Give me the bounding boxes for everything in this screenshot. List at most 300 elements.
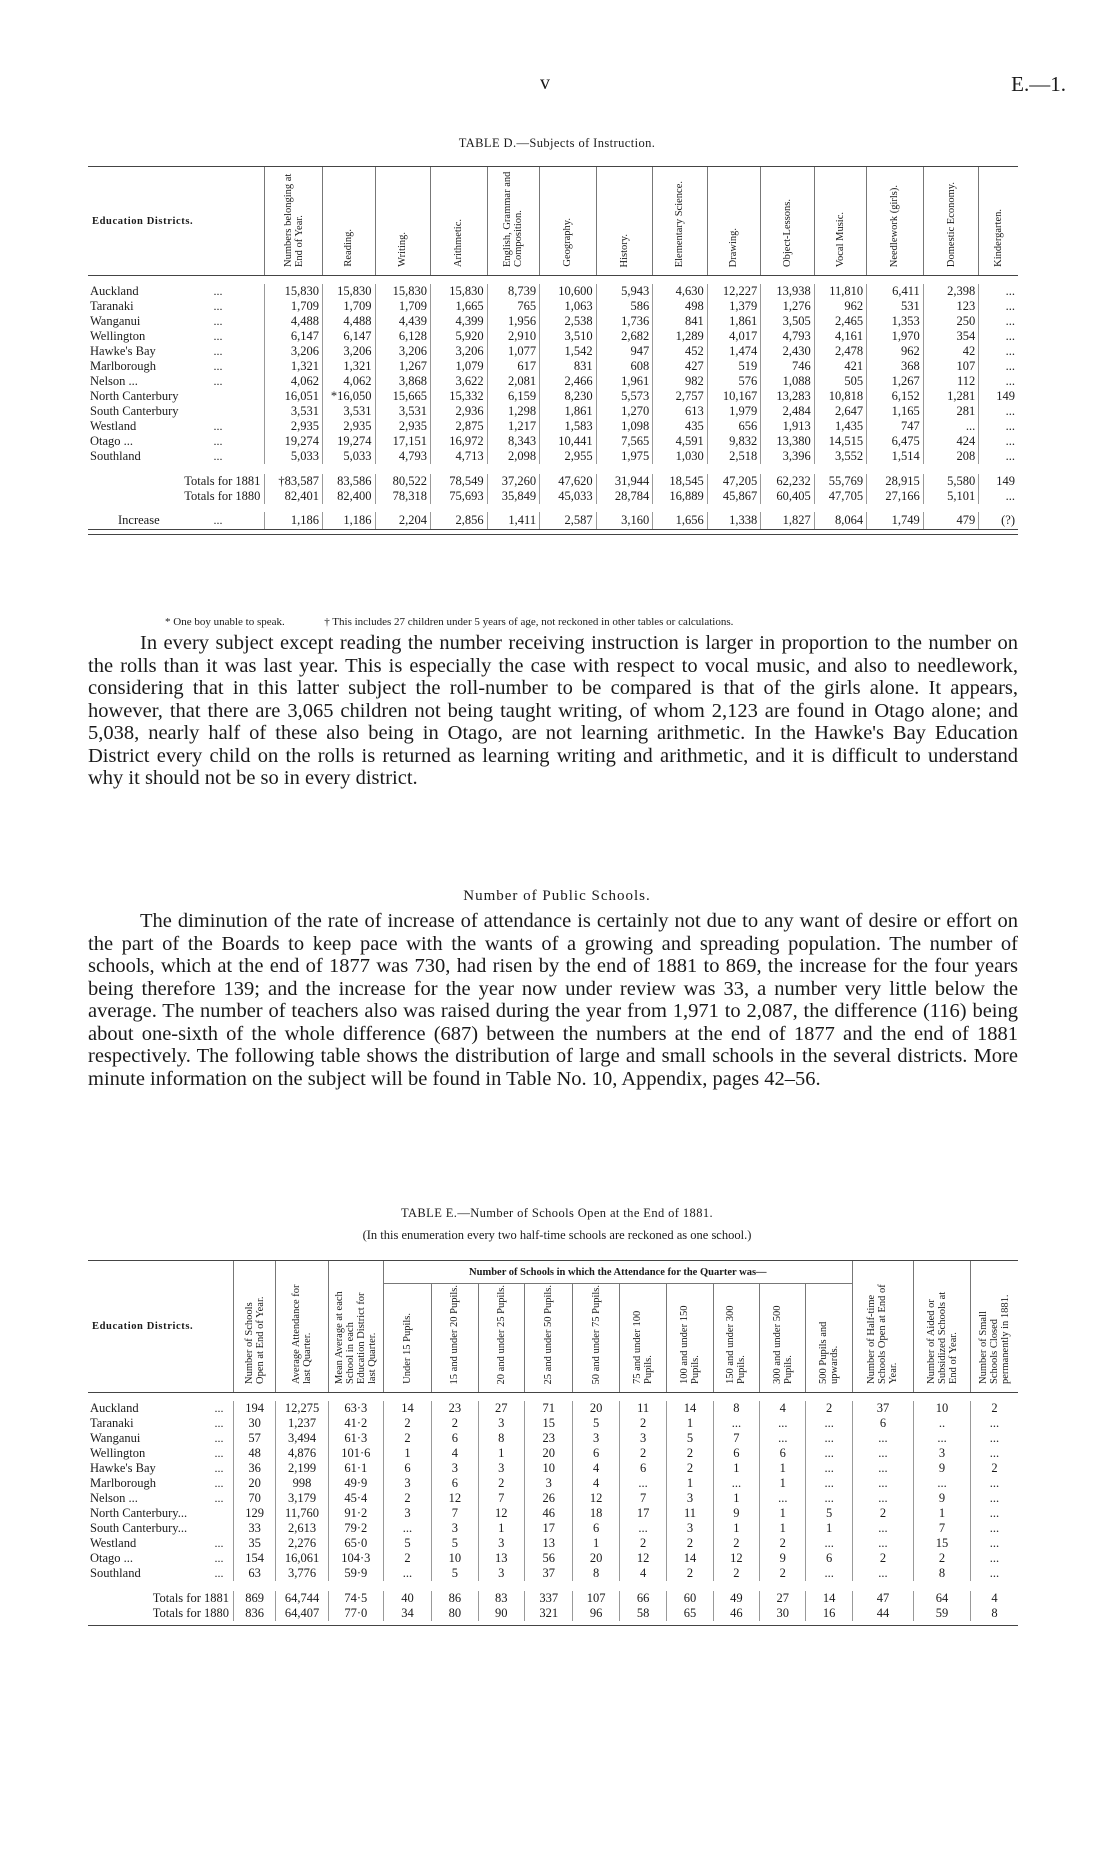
value-cell: 12 <box>713 1551 759 1566</box>
value-cell: 83,586 <box>323 474 375 489</box>
value-cell: 8,064 <box>814 512 866 529</box>
value-cell: 80,522 <box>375 474 431 489</box>
value-cell: 1,956 <box>487 314 539 329</box>
value-cell: 36 <box>233 1461 275 1476</box>
value-cell: 7,565 <box>596 434 653 449</box>
value-cell: 12 <box>619 1551 666 1566</box>
table-e-col-header: 75 and under 100 Pupils. <box>632 1310 655 1384</box>
value-cell: 149 <box>979 389 1018 404</box>
table-row <box>88 359 1018 374</box>
value-cell: 1,063 <box>540 299 597 314</box>
value-cell: 1,298 <box>487 404 539 419</box>
value-cell: 14,515 <box>814 434 866 449</box>
value-cell: 27 <box>760 1591 806 1606</box>
table-d-col-header: Numbers belonging at End of Year. <box>282 173 305 267</box>
table-row <box>88 1506 1018 1521</box>
table-d-header-row <box>88 167 1018 276</box>
value-cell: 1,165 <box>867 404 924 419</box>
value-cell: 16,972 <box>431 434 488 449</box>
value-cell: 5 <box>667 1431 713 1446</box>
value-cell: 15,830 <box>375 284 431 299</box>
value-cell: 10,167 <box>707 389 760 404</box>
table-row <box>88 1476 1018 1491</box>
value-cell: 4,713 <box>431 449 488 464</box>
row-leader-dots: ... <box>213 449 223 463</box>
value-cell: 59·9 <box>328 1566 383 1581</box>
value-cell: ... <box>760 1431 806 1446</box>
value-cell: ... <box>979 489 1018 504</box>
value-cell: 2 <box>383 1416 432 1431</box>
value-cell: 9 <box>914 1491 971 1506</box>
value-cell: 1,270 <box>596 404 653 419</box>
value-cell: 586 <box>596 299 653 314</box>
value-cell: 78,549 <box>431 474 488 489</box>
value-cell: 1,289 <box>653 329 708 344</box>
value-cell: 6,475 <box>867 434 924 449</box>
table-row <box>88 1416 1018 1431</box>
value-cell: 149 <box>979 474 1018 489</box>
value-cell: 8 <box>970 1606 1018 1621</box>
row-district-name: North Canterbury... <box>90 1506 188 1520</box>
value-cell: 17 <box>619 1506 666 1521</box>
value-cell: 6,152 <box>867 389 924 404</box>
value-cell: 982 <box>653 374 708 389</box>
row-district-name: Taranaki <box>90 1416 134 1430</box>
spacer-cell <box>88 276 1018 285</box>
table-row <box>88 419 1018 434</box>
value-cell: 1 <box>760 1476 806 1491</box>
value-cell: 30 <box>760 1606 806 1621</box>
table-d-col-header: Elementary Science. <box>674 180 686 267</box>
value-cell: 519 <box>707 359 760 374</box>
value-cell: 123 <box>923 299 979 314</box>
value-cell: 33 <box>233 1521 275 1536</box>
row-leader-dots: ... <box>213 374 223 388</box>
value-cell: ... <box>852 1521 913 1536</box>
value-cell: 13 <box>478 1551 524 1566</box>
value-cell: 16,061 <box>276 1551 329 1566</box>
value-cell: 65·0 <box>328 1536 383 1551</box>
value-cell: 2 <box>852 1506 913 1521</box>
value-cell: 1,474 <box>707 344 760 359</box>
value-cell: .. <box>914 1416 971 1431</box>
table-d-col-header: History. <box>618 233 630 267</box>
value-cell: 5 <box>383 1536 432 1551</box>
value-cell: 15,830 <box>323 284 375 299</box>
value-cell: 2,647 <box>814 404 866 419</box>
value-cell: ... <box>383 1566 432 1581</box>
row-district-name: Auckland <box>90 284 139 298</box>
value-cell: 112 <box>923 374 979 389</box>
row-leader-dots: ... <box>214 1461 224 1475</box>
row-district-name: Wellington <box>90 329 146 343</box>
paragraph-subjects <box>88 632 1018 790</box>
value-cell: 4,399 <box>431 314 488 329</box>
value-cell: 1 <box>806 1521 852 1536</box>
value-cell: 63·3 <box>328 1401 383 1416</box>
value-cell: 18,545 <box>653 474 708 489</box>
value-cell: 2 <box>852 1551 913 1566</box>
value-cell: 60 <box>667 1591 713 1606</box>
row-district-name: Westland <box>90 1536 137 1550</box>
value-cell: 576 <box>707 374 760 389</box>
value-cell: 13,283 <box>761 389 814 404</box>
value-cell: 26 <box>524 1491 573 1506</box>
table-e-col-header: 25 and under 50 Pupils. <box>543 1284 555 1384</box>
value-cell: ... <box>760 1491 806 1506</box>
value-cell: 3 <box>383 1476 432 1491</box>
value-cell: ... <box>619 1521 666 1536</box>
value-cell: 1,583 <box>540 419 597 434</box>
spacer-cell <box>88 1581 1018 1591</box>
value-cell: 3,494 <box>276 1431 329 1446</box>
value-cell: 4,591 <box>653 434 708 449</box>
row-leader-dots: ... <box>214 1416 224 1430</box>
value-cell: 2 <box>806 1401 852 1416</box>
value-cell: 3,396 <box>761 449 814 464</box>
value-cell: 4 <box>760 1401 806 1416</box>
value-cell: 4,062 <box>323 374 375 389</box>
table-e-spacer <box>88 1621 1018 1626</box>
value-cell: 86 <box>432 1591 478 1606</box>
table-d-spacer <box>88 464 1018 474</box>
value-cell: ... <box>979 359 1018 374</box>
table-row <box>88 1491 1018 1506</box>
value-cell: 6 <box>713 1446 759 1461</box>
value-cell: 78,318 <box>375 489 431 504</box>
value-cell: 5 <box>432 1566 478 1581</box>
value-cell: 10,441 <box>540 434 597 449</box>
value-cell: 2 <box>667 1536 713 1551</box>
table-d-footnotes <box>165 616 733 628</box>
value-cell: 13,938 <box>761 284 814 299</box>
table-e-col-header: Mean Average at each School in each Education District for last Quarter. <box>333 1291 378 1384</box>
value-cell: ... <box>914 1476 971 1491</box>
value-cell: 28,915 <box>867 474 924 489</box>
value-cell: 28,784 <box>596 489 653 504</box>
row-district-name: Wellington <box>90 1446 146 1460</box>
table-row <box>88 449 1018 464</box>
value-cell: 16,051 <box>265 389 323 404</box>
value-cell: 45,033 <box>540 489 597 504</box>
row-district-name: Auckland <box>90 1401 139 1415</box>
value-cell: ... <box>979 344 1018 359</box>
value-cell: 1,709 <box>265 299 323 314</box>
value-cell: 20 <box>573 1551 619 1566</box>
value-cell: 47 <box>852 1591 913 1606</box>
value-cell: 5 <box>573 1416 619 1431</box>
row-district-name: Wanganui <box>90 314 141 328</box>
value-cell: ... <box>970 1551 1018 1566</box>
value-cell: 2 <box>667 1446 713 1461</box>
value-cell: ... <box>970 1476 1018 1491</box>
table-row <box>88 1461 1018 1476</box>
table-row <box>88 474 1018 489</box>
value-cell: 3,531 <box>375 404 431 419</box>
table-d-caption: TABLE D.—Subjects of Instruction. <box>458 136 656 150</box>
row-district-name: Marlborough <box>90 359 156 373</box>
value-cell: ... <box>852 1431 913 1446</box>
value-cell: 20 <box>524 1446 573 1461</box>
value-cell: 12 <box>478 1506 524 1521</box>
table-e-col-header: 15 and under 20 Pupils. <box>449 1284 461 1384</box>
value-cell: 8 <box>914 1566 971 1581</box>
value-cell: ... <box>852 1491 913 1506</box>
value-cell: 49 <box>713 1591 759 1606</box>
value-cell: 3,206 <box>323 344 375 359</box>
value-cell: 1,861 <box>707 314 760 329</box>
paragraph-text: The diminution of the rate of increase of attendance is certainly not due to any want of desire or effort on the part of the Boards to keep pace with the wants of a growing and spreading population. The number of schools, which at the end of 1877 was 730, had risen by the end of 1881 to 869, the increase for the four years being therefore 139; and the increase for the year now under review was 33, a number very little below the average. The number of teachers also was raised during the year from 1,971 to 2,087, the difference (116) being about one-sixth of the whole difference (687) between the numbers at the end of 1877 and the end of 1881 respectively. The following table shows the distribution of large and small schools in the several districts. More minute information on the subject will be found in Table No. 10, Appendix, pages 42–56. <box>88 910 1018 1090</box>
value-cell: 3 <box>667 1521 713 1536</box>
value-cell: ... <box>970 1446 1018 1461</box>
table-e-col-header: 50 and under 75 Pupils. <box>590 1284 602 1384</box>
value-cell: 16,889 <box>653 489 708 504</box>
value-cell: 3 <box>478 1416 524 1431</box>
value-cell: 6 <box>432 1431 478 1446</box>
value-cell: 3 <box>432 1521 478 1536</box>
value-cell: 3 <box>573 1431 619 1446</box>
value-cell: 2 <box>619 1416 666 1431</box>
value-cell: 9 <box>713 1506 759 1521</box>
value-cell: 2 <box>760 1566 806 1581</box>
row-leader-dots: ... <box>214 1551 224 1565</box>
value-cell: 1,975 <box>596 449 653 464</box>
value-cell: 3 <box>524 1476 573 1491</box>
table-d-col-header: English, Grammar and Composition. <box>502 171 525 267</box>
value-cell: 62,232 <box>761 474 814 489</box>
value-cell: 1,542 <box>540 344 597 359</box>
value-cell: 13 <box>524 1536 573 1551</box>
value-cell: 56 <box>524 1551 573 1566</box>
value-cell: ... <box>852 1536 913 1551</box>
table-e-col-header: Average Attendance for last Quarter. <box>291 1284 314 1384</box>
value-cell: 2,276 <box>276 1536 329 1551</box>
row-leader-dots <box>215 1521 234 1536</box>
value-cell: ... <box>970 1416 1018 1431</box>
value-cell: 4 <box>573 1476 619 1491</box>
value-cell: 3,776 <box>276 1566 329 1581</box>
value-cell: 8,230 <box>540 389 597 404</box>
value-cell: 6,159 <box>487 389 539 404</box>
value-cell: 1 <box>667 1416 713 1431</box>
value-cell: 2 <box>432 1416 478 1431</box>
table-d-col-header: Arithmetic. <box>453 218 465 267</box>
value-cell: 6 <box>760 1446 806 1461</box>
value-cell: 9,832 <box>707 434 760 449</box>
table-row <box>88 329 1018 344</box>
value-cell: 34 <box>383 1606 432 1621</box>
value-cell: 2,613 <box>276 1521 329 1536</box>
value-cell: 12,227 <box>707 284 760 299</box>
value-cell: 27,166 <box>867 489 924 504</box>
value-cell: 2,856 <box>431 512 488 529</box>
table-row <box>88 1401 1018 1416</box>
value-cell: ... <box>760 1416 806 1431</box>
value-cell: 608 <box>596 359 653 374</box>
table-e-header-row-1 <box>88 1261 1018 1284</box>
value-cell: ... <box>979 284 1018 299</box>
value-cell: 479 <box>923 512 979 529</box>
value-cell: 27 <box>478 1401 524 1416</box>
table-d-spacer <box>88 529 1018 534</box>
value-cell: 1,353 <box>867 314 924 329</box>
value-cell: 1 <box>914 1506 971 1521</box>
row-leader-dots: ... <box>214 1536 224 1550</box>
value-cell: 1 <box>383 1446 432 1461</box>
value-cell: 1 <box>760 1461 806 1476</box>
value-cell: 55,769 <box>814 474 866 489</box>
value-cell: 1,098 <box>596 419 653 434</box>
value-cell: 1,665 <box>431 299 488 314</box>
value-cell: ... <box>970 1506 1018 1521</box>
value-cell: 2 <box>914 1551 971 1566</box>
table-row <box>88 284 1018 299</box>
table-d-districts-header: Education Districts. <box>88 167 265 276</box>
value-cell: 1,970 <box>867 329 924 344</box>
spacer-cell <box>88 504 1018 512</box>
table-e-districts-header: Education Districts. <box>88 1261 233 1393</box>
table-d-col-header: Object-Lessons. <box>781 199 793 267</box>
value-cell: 6 <box>573 1521 619 1536</box>
value-cell: 1,077 <box>487 344 539 359</box>
value-cell: 6 <box>619 1461 666 1476</box>
value-cell: 1,186 <box>323 512 375 529</box>
value-cell: 57 <box>233 1431 275 1446</box>
table-d-col-header: Geography. <box>562 218 574 267</box>
value-cell: 47,205 <box>707 474 760 489</box>
row-leader-dots: ... <box>214 1566 224 1580</box>
table-row-increase <box>88 512 1018 529</box>
value-cell: ... <box>979 434 1018 449</box>
value-cell: 4 <box>619 1566 666 1581</box>
row-leader-dots <box>215 1506 234 1521</box>
value-cell: 4,876 <box>276 1446 329 1461</box>
value-cell: 11 <box>619 1401 666 1416</box>
value-cell: 1,709 <box>323 299 375 314</box>
value-cell: ... <box>979 329 1018 344</box>
value-cell: 35 <box>233 1536 275 1551</box>
value-cell: 321 <box>524 1606 573 1621</box>
value-cell: ... <box>806 1476 852 1491</box>
table-e-caption: TABLE E.—Number of Schools Open at the End of 1881. <box>400 1206 714 1220</box>
table-d-col-header: Domestic Economy. <box>945 181 957 267</box>
value-cell: 4,439 <box>375 314 431 329</box>
value-cell: 3 <box>667 1491 713 1506</box>
row-label: Totals for 1881 <box>184 474 261 488</box>
value-cell: 2,398 <box>923 284 979 299</box>
row-label: Totals for 1880 <box>152 1606 229 1620</box>
value-cell: 5,920 <box>431 329 488 344</box>
value-cell: 4 <box>970 1591 1018 1606</box>
value-cell: ... <box>979 404 1018 419</box>
value-cell: *16,050 <box>323 389 375 404</box>
value-cell: ... <box>979 299 1018 314</box>
value-cell: 10,818 <box>814 389 866 404</box>
row-district-name: North Canterbury <box>90 389 179 403</box>
value-cell: 8 <box>573 1566 619 1581</box>
row-leader-dots: ... <box>213 329 223 343</box>
value-cell: 1,338 <box>707 512 760 529</box>
value-cell: 424 <box>923 434 979 449</box>
value-cell: †83,587 <box>265 474 323 489</box>
row-label: Totals for 1880 <box>184 489 261 503</box>
row-district-name: South Canterbury <box>90 404 179 418</box>
value-cell: 2,587 <box>540 512 597 529</box>
value-cell: 998 <box>276 1476 329 1491</box>
value-cell: ... <box>979 374 1018 389</box>
value-cell: 11,760 <box>276 1506 329 1521</box>
table-d-body <box>88 276 1018 535</box>
value-cell: 869 <box>233 1591 275 1606</box>
value-cell: 1,861 <box>540 404 597 419</box>
value-cell: 70 <box>233 1491 275 1506</box>
value-cell: 1,088 <box>761 374 814 389</box>
value-cell: 12 <box>432 1491 478 1506</box>
value-cell: 2,935 <box>323 419 375 434</box>
row-district-name: Otago ... <box>90 1551 134 1565</box>
value-cell: 1,267 <box>867 374 924 389</box>
value-cell: 841 <box>653 314 708 329</box>
value-cell: 10,600 <box>540 284 597 299</box>
value-cell: 64 <box>914 1591 971 1606</box>
value-cell: 64,744 <box>276 1591 329 1606</box>
value-cell: 194 <box>233 1401 275 1416</box>
value-cell: 2,682 <box>596 329 653 344</box>
value-cell: 1 <box>573 1536 619 1551</box>
value-cell: 2,465 <box>814 314 866 329</box>
value-cell: 1,079 <box>431 359 488 374</box>
value-cell: 2 <box>667 1566 713 1581</box>
value-cell: ... <box>852 1446 913 1461</box>
table-e-col-header: 20 and under 25 Pupils. <box>495 1284 507 1384</box>
value-cell: 10 <box>914 1401 971 1416</box>
value-cell: 20 <box>233 1476 275 1491</box>
table-d-spacer <box>88 276 1018 285</box>
value-cell: 2,081 <box>487 374 539 389</box>
row-district-name: Southland <box>90 1566 141 1580</box>
value-cell: 61·3 <box>328 1431 383 1446</box>
spacer-cell <box>88 464 1018 474</box>
row-leader-dots: ... <box>213 284 223 298</box>
value-cell: 6 <box>852 1416 913 1431</box>
value-cell: 1,186 <box>265 512 323 529</box>
value-cell: 7 <box>619 1491 666 1506</box>
value-cell: 90 <box>478 1606 524 1621</box>
value-cell: 37 <box>852 1401 913 1416</box>
value-cell: 59 <box>914 1606 971 1621</box>
value-cell: 836 <box>233 1606 275 1621</box>
value-cell: 60,405 <box>761 489 814 504</box>
row-district-name: Southland <box>90 449 141 463</box>
table-e-subcaption: (In this enumeration every two half-time schools are reckoned as one school.) <box>362 1228 752 1242</box>
table-d-col-header: Writing. <box>397 232 409 267</box>
value-cell: 2 <box>619 1446 666 1461</box>
value-cell: 2,518 <box>707 449 760 464</box>
value-cell: ... <box>979 449 1018 464</box>
value-cell: 3,531 <box>265 404 323 419</box>
table-row <box>88 1591 1018 1606</box>
value-cell: 531 <box>867 299 924 314</box>
row-label: Increase <box>88 512 214 529</box>
value-cell: 41·2 <box>328 1416 383 1431</box>
value-cell: 15 <box>914 1536 971 1551</box>
value-cell: 2,199 <box>276 1461 329 1476</box>
table-row <box>88 299 1018 314</box>
value-cell: 2 <box>619 1536 666 1551</box>
value-cell: 281 <box>923 404 979 419</box>
value-cell: 1,736 <box>596 314 653 329</box>
value-cell: 96 <box>573 1606 619 1621</box>
